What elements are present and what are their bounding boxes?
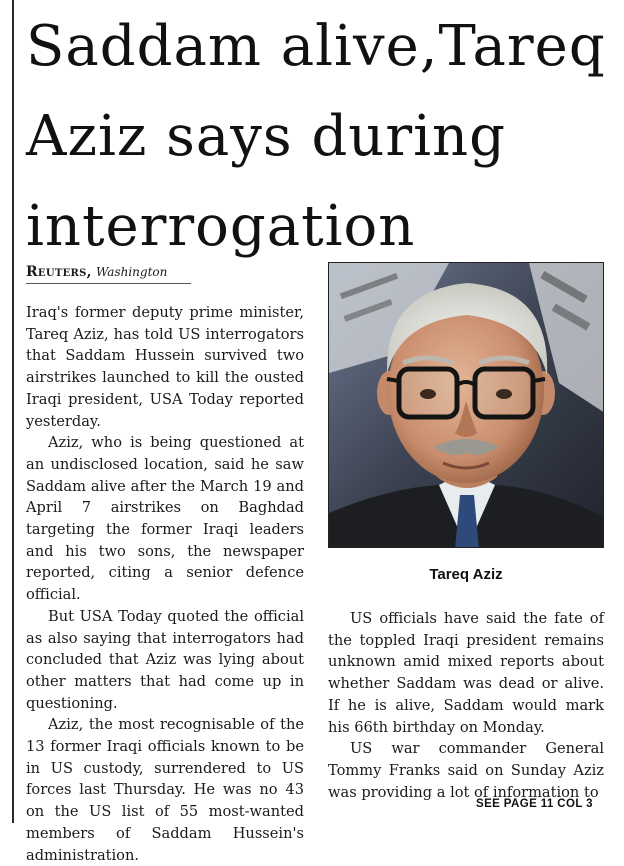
paragraph: Aziz, who is being questioned at an undisclosed location, said he saw Saddam alive after the March 19 and April 7 airstrikes on Baghdad targeting the former Iraqi leaders and his two sons, the newspaper reported, citing a senior defence official.	[26, 434, 304, 604]
portrait-photo	[328, 262, 604, 548]
paragraph: Aziz, the most recognisable of the 13 former Iraqi officials known to be in US custody, surrendered to US forces last Thursday. He was no 43 on the US list of 55 most-wanted members of Saddam Hussein's administration.	[26, 716, 304, 864]
photo-caption: Tareq Aziz	[429, 566, 503, 583]
column-rule	[12, 0, 14, 823]
byline-agency: Reuters,	[26, 264, 92, 280]
paragraph: Iraq's former deputy prime minister, Tareq Aziz, has told US interrogators that Saddam Hussein survived two airstrikes launched to kill the ousted Iraqi president, USA Today reported yesterday.	[26, 304, 304, 430]
byline-place: Washington	[96, 265, 168, 279]
paragraph: US war commander General Tommy Franks said on Sunday Aziz was providing a lot of information to	[328, 740, 604, 801]
paragraph: But USA Today quoted the official as also saying that interrogators had concluded that Aziz was lying about other matters that had come up in questioning.	[26, 607, 304, 712]
article-column-right	[328, 608, 604, 803]
headline: Saddam alive,Tareq Aziz says during interrogation	[26, 14, 606, 259]
paragraph: US officials have said the fate of the toppled Iraqi president remains unknown amid mixed reports about whether Saddam was dead or alive. If he is alive, Saddam would mark his 66th birthday on Monday.	[328, 610, 604, 736]
continuation-note: SEE PAGE 11 COL 3	[476, 798, 593, 810]
byline	[26, 264, 191, 284]
article-column-left	[26, 302, 304, 866]
